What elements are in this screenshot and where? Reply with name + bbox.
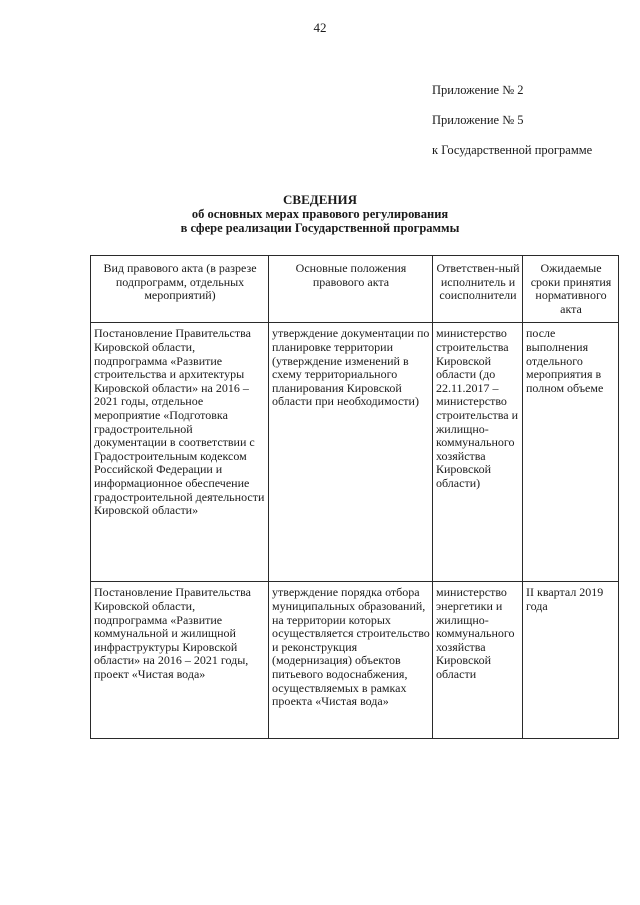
- heading-subtitle-2: в сфере реализации Государственной программы: [180, 221, 460, 235]
- document-heading: [0, 193, 640, 235]
- cell-act-type: Постановление Правительства Кировской области, подпрограмма «Развитие строительства и архитектуры Кировской области» на 2016 – 2021 годы, отдельное мероприятие «Подготовка градостроительной документации в соответствии с Градостроительным кодексом Российской Федерации и информационное обеспечение градостроительной деятельности Кировской области»: [91, 323, 269, 582]
- heading-title: СВЕДЕНИЯ: [283, 192, 357, 207]
- heading-subtitle-1: об основных мерах правового регулирования: [191, 207, 449, 221]
- measures-table: [90, 255, 619, 739]
- appendix-label-2: Приложение № 5: [432, 113, 524, 127]
- header-act-type: Вид правового акта (в разрезе подпрограмм, отдельных мероприятий): [91, 256, 269, 323]
- page-number: 42: [313, 20, 327, 35]
- cell-act-type: Постановление Правительства Кировской области, подпрограмма «Развитие коммунальной и жилищной инфраструктуры Кировской области» на 2016 – 2021 годы, проект «Чистая вода»: [91, 582, 269, 739]
- cell-deadline: после выполнения отдельного мероприятия в полном объеме: [523, 323, 619, 582]
- table-row: [91, 582, 619, 739]
- cell-provisions: утверждение порядка отбора муниципальных образований, на территории которых осуществляется строительство и реконструкция (модернизация) объектов питьевого водоснабжения, осуществляемых в рамках проекта «Чистая вода»: [269, 582, 433, 739]
- cell-provisions: утверждение документации по планировке территории (утверждение изменений в схему территориального планирования Кировской области при необходимости): [269, 323, 433, 582]
- cell-executor: министерство строительства Кировской области (до 22.11.2017 – министерство строительства и жилищно-коммунального хозяйства Кировской области): [433, 323, 523, 582]
- appendix-label-3: к Государственной программе: [432, 143, 593, 157]
- cell-executor: министерство энергетики и жилищно-коммунального хозяйства Кировской области: [433, 582, 523, 739]
- header-deadline: Ожидаемые сроки принятия нормативного акта: [523, 256, 619, 323]
- header-executor: Ответствен-ный исполнитель и соисполнители: [433, 256, 523, 323]
- appendix-label-1: Приложение № 2: [432, 83, 524, 97]
- table-header-row: [91, 256, 619, 323]
- header-provisions: Основные положения правового акта: [269, 256, 433, 323]
- table-row: [91, 323, 619, 582]
- cell-deadline: II квартал 2019 года: [523, 582, 619, 739]
